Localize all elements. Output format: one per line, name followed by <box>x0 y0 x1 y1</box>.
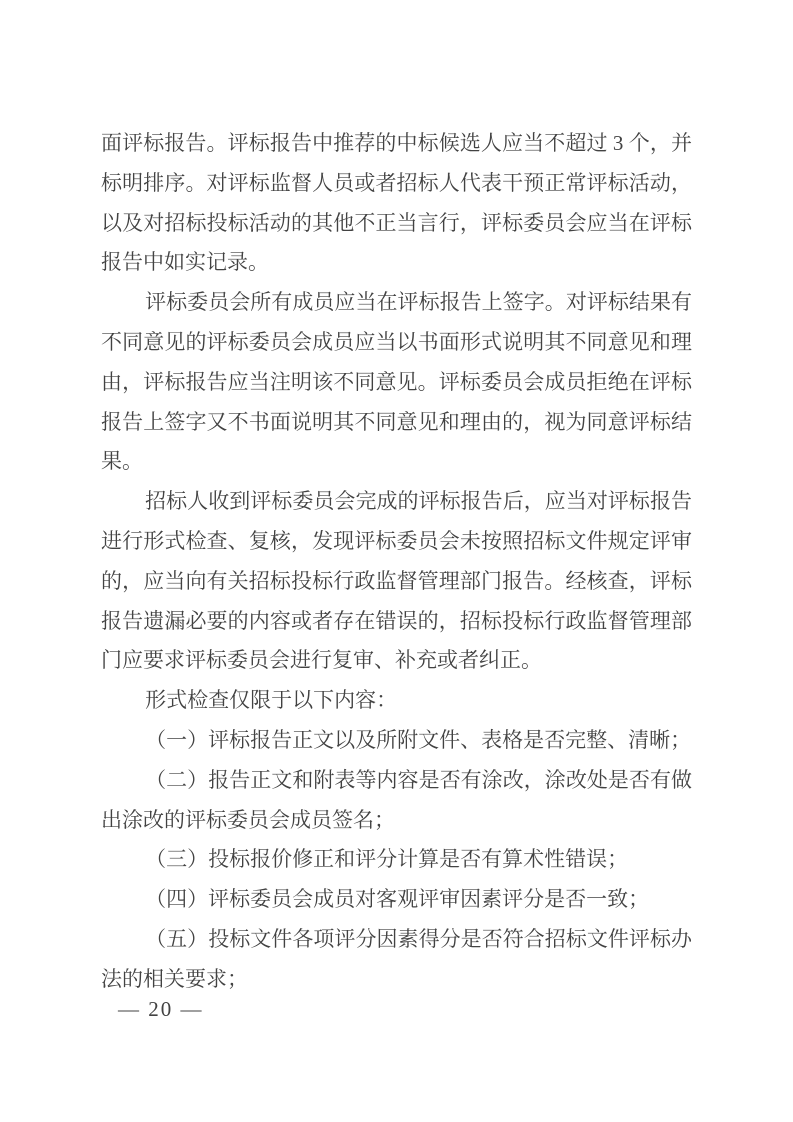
page-number: — 20 — <box>118 997 204 1021</box>
list-item-1: （一）评标报告正文以及所附文件、表格是否完整、清晰； <box>145 727 692 752</box>
paragraph-report-review: 招标人收到评标委员会完成的评标报告后，应当对评标报告进行形式检查、复核，发现评标委员会未按照招标文件规定评审的，应当向有关招标投标行政监督管理部门报告。经核查，评标报告遗漏必要的内容或者存在错误的，招标投标行政监督管理部门应要求评标委员会进行复审、补充或者纠正。 <box>101 489 692 673</box>
paragraph-signatures: 评标委员会所有成员应当在评标报告上签字。对评标结果有不同意见的评标委员会成员应当以书面形式说明其不同意见和理由，评标报告应当注明该不同意见。评标委员会成员拒绝在评标报告上签字又不书面说明其不同意见和理由的，视为同意评标结果。 <box>101 290 692 474</box>
list-item-5: （五）投标文件各项评分因素得分是否符合招标文件评标办法的相关要求； <box>101 926 692 991</box>
list-item-4: （四）评标委员会成员对客观评审因素评分是否一致； <box>145 887 650 912</box>
paragraph-check-scope-intro: 形式检查仅限于以下内容： <box>145 688 398 713</box>
paragraph-continuation: 面评标报告。评标报告中推荐的中标候选人应当不超过 3 个，并标明排序。对评标监督人员或者招标人代表干预正常评标活动，以及对招标投标活动的其他不正当言行，评标委员会应当在评标报告中如实记录。 <box>101 131 692 275</box>
list-item-2: （二）报告正文和附表等内容是否有涂改，涂改处是否有做出涂改的评标委员会成员签名； <box>101 767 692 832</box>
list-item-3: （三）投标报价修正和评分计算是否有算术性错误； <box>145 847 629 872</box>
document-body <box>101 124 692 1000</box>
